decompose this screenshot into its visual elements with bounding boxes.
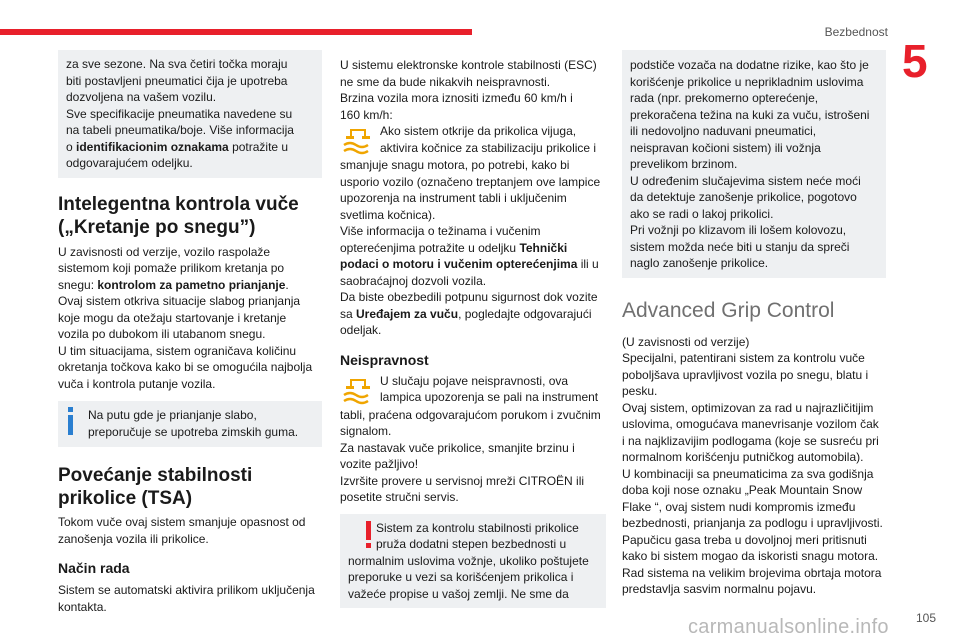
text-line: korišćenje prikolice u neprikladnim uslovima: [630, 74, 864, 89]
text-line: normalnim uslovima vožnje, ukoliko poštujete: [348, 553, 589, 568]
heading-line: prikolice (TSA): [58, 488, 193, 509]
info-note-box: [58, 401, 322, 447]
text-line: i na najklizavijim podlogama (koje se susreću pri: [622, 433, 879, 448]
text-line: vuča i kontrola putanje vozila.: [58, 376, 216, 391]
text-fragment: opterećenjima potražite u odeljku: [340, 240, 520, 255]
bold-reference: Tehnički: [519, 240, 568, 255]
text-line: Više informacija o težinama i vučenim: [340, 224, 541, 238]
text-line: [340, 256, 606, 273]
text-line: poboljšava upravljivost vozila po snegu, blatu i: [622, 367, 869, 382]
text-fragment: , pogledajte odgovarajući: [458, 306, 592, 321]
text-line: Izvršite provere u servisnoj mreži CITROËN ili: [340, 473, 585, 488]
traction-paragraph: [58, 244, 322, 393]
text-line: Ovaj sistem otkriva situacije slabog prianjanja: [58, 294, 301, 308]
text-fragment: potražite u: [228, 139, 289, 154]
text-line: uslovima, omogućava manevrisanje vozilom čak: [622, 417, 879, 431]
text-line: Sistem za kontrolu stabilnosti prikolice: [376, 520, 579, 535]
text-line: Tokom vuče ovaj sistem smanjuje opasnost od: [58, 515, 306, 529]
text-fragment: o: [66, 139, 77, 154]
text-line: Sve specifikacije pneumatika navedene su: [66, 106, 293, 121]
text-line: prevelikom brzinom.: [630, 157, 738, 171]
text-line: odgovarajućem odeljku.: [66, 156, 193, 170]
text-line: Flake “, ovaj sistem nudi kompromis između: [622, 499, 856, 514]
text-line: posetite stručni servis.: [340, 490, 459, 504]
bold-term: kontrolom za pametno prianjanje: [97, 277, 286, 292]
warning-note-continued: [622, 50, 886, 278]
text-line: lampica upozorenja se pali na instrument: [380, 390, 599, 404]
text-line: sistemom koji pomaže prilikom kretanja po: [58, 261, 285, 275]
text-fragment: sa: [340, 306, 357, 321]
chapter-number: 5: [902, 35, 928, 87]
watermark: carmanualsonline.info: [688, 616, 889, 638]
text-line: pruža dodatni stepen bezbednosti u: [376, 537, 567, 551]
text-line: Da biste obezbedili potpunu sigurnost dok vozite: [340, 290, 598, 304]
heading-line: Povećanje stabilnosti: [58, 465, 253, 486]
text-line: podstiče vozača na dodatne rizike, kao što je: [630, 58, 869, 72]
bold-reference: podaci o motoru i vučenim opterećenjima: [340, 257, 578, 271]
text-line: signalom.: [340, 424, 392, 438]
text-line: usporio vozilo (označeno treptanjem ove lampice: [340, 174, 601, 189]
text-line: U kombinaciji sa pneumaticima za sva godišnja: [622, 466, 874, 481]
text-line: na tabeli pneumatika/boje. Više informacija: [66, 123, 294, 137]
heading-tsa: [58, 464, 322, 510]
agc-paragraph: [622, 334, 886, 598]
text-line: svetlima kočnica).: [340, 207, 436, 222]
text-line: Ako sistem otkrije da prikolica vijuga,: [380, 124, 577, 138]
text-line: odeljak.: [340, 323, 382, 337]
text-line: sistem možda neće biti u stanju da spreči: [630, 239, 850, 254]
text-line: U određenim slučajevima sistem neće moći: [630, 173, 861, 188]
text-line: Sistem se automatski aktivira prilikom uključenja: [58, 583, 315, 597]
text-line: kako bi sistem mogao da iskoristi snagu motora.: [622, 549, 879, 563]
text-line: Brzina vozila mora iznositi između 60 km/h i: [340, 91, 573, 105]
text-line: [340, 240, 606, 257]
text-fragment: ili u: [577, 257, 599, 271]
text-line: [340, 306, 606, 323]
warning-note-box: [340, 514, 606, 609]
text-line: biti postavljeni pneumatici čija je upotreba: [66, 73, 288, 88]
section-title: Bezbednost: [824, 25, 888, 39]
text-line: [58, 277, 322, 294]
text-line: Na putu gde je prianjanje slabo,: [88, 408, 257, 422]
column-2: [340, 57, 606, 608]
page-number: 105: [915, 611, 936, 625]
text-line: ako se radi o lakoj prikolici.: [630, 206, 774, 221]
heading-mode: Način rada: [58, 560, 130, 576]
text-line: Za nastavak vuče prikolice, smanjite brzinu i: [340, 440, 575, 455]
text-line: U slučaju pojave neispravnosti, ova: [380, 373, 569, 388]
text-line: ne sme da bude nikakvih neispravnosti.: [340, 74, 551, 89]
text-line: vozila po dubokom ili utabanom snegu.: [58, 327, 266, 341]
text-line: okretanja točkova kako bi se omogućila najbolja: [58, 360, 313, 374]
text-line: Specijalni, patentirani sistem za kontrolu vuče: [622, 351, 865, 365]
text-line: Ovaj sistem, optimizovan za rad u najrazličitijim: [622, 400, 874, 415]
text-line: U sistemu elektronske kontrole stabilnosti (ESC): [340, 58, 597, 72]
text-line: U tim situacijama, sistem ograničava količinu: [58, 343, 297, 358]
fault-warning-block: [340, 373, 606, 407]
text-line: prekoračena težina na kuki za vuču, istrošeni: [630, 107, 870, 122]
text-line: [66, 139, 314, 156]
text-fragment: snegu:: [58, 277, 98, 292]
text-line: Papučicu gasa treba u dovoljnoj meri pritisnuti: [622, 532, 867, 547]
text-line: neispravan kočioni sistem) ili vožnja: [630, 140, 821, 155]
text-line: koje mogu da otežaju startovanje i kretanje: [58, 310, 287, 325]
info-icon: [66, 407, 76, 435]
tsa-warning-block: [340, 123, 606, 157]
text-line: za sve sezone. Na sva četiri točka moraju: [66, 57, 288, 71]
heading-line: („Kretanje po snegu”): [58, 216, 256, 238]
bold-reference: Uređajem za vuču: [356, 306, 459, 321]
column-1: [58, 50, 322, 615]
text-line: normalnom korišćenju putničkog automobila).: [622, 450, 864, 464]
heading-traction: [58, 193, 322, 239]
text-line: 160 km/h:: [340, 107, 393, 122]
text-line: (U zavisnosti od verzije): [622, 334, 750, 349]
heading-advanced-grip-control: Advanced Grip Control: [622, 298, 835, 322]
heading-fault: Neispravnost: [340, 351, 429, 368]
text-line: predstavlja sasvim normalnu pojavu.: [622, 582, 817, 596]
text-line: U zavisnosti od verzije, vozilo raspolaže: [58, 244, 271, 259]
text-line: da detektuje zanošenje prikolice, pogotovo: [630, 190, 857, 204]
text-line: preporuke u vezi sa korišćenjem prikolica i: [348, 570, 574, 584]
text-line: pesku.: [622, 384, 658, 398]
tire-info-box: [58, 50, 322, 178]
text-line: Pri vožnji po klizavom ili lošem kolovozu,: [630, 223, 847, 237]
text-line: upozorenja na instrument tabli i uključenim: [340, 191, 567, 205]
text-line: važeće propise u vašoj zemlji. Ne sme da: [348, 586, 569, 601]
text-line: tabli, praćena odgovarajućom porukom i zvučnim: [340, 407, 601, 422]
warning-exclamation-icon: [364, 521, 374, 549]
text-fragment: .: [285, 277, 289, 292]
text-line: naglo zanošenje prikolice.: [630, 256, 769, 270]
text-line: zanošenja vozila ili prikolice.: [58, 531, 209, 546]
chapter-color-bar: [0, 29, 472, 35]
text-line: rada (npr. prekomerno opterećenje,: [630, 91, 819, 105]
text-line: aktivira kočnice za stabilizaciju prikolice i: [380, 140, 597, 155]
trailer-warning-lamp-icon: [340, 373, 376, 407]
column-3: [622, 50, 886, 598]
bold-reference: identifikacionim oznakama: [76, 139, 229, 154]
trailer-warning-lamp-icon: [340, 123, 376, 157]
text-line: Rad sistema na velikim brojevima obrtaja motora: [622, 565, 882, 580]
text-line: vozite pažljivo!: [340, 457, 419, 471]
text-line: bezbednosti, prianjanja za podlogu i upravljivosti.: [622, 516, 883, 530]
text-line: ili nedovoljno naduvani pneumatici,: [630, 124, 817, 138]
text-line: kontakta.: [58, 599, 107, 614]
text-line: preporučuje se upotreba zimskih guma.: [88, 424, 299, 439]
text-line: smanjuje snagu motora, po potrebi, kako bi: [340, 158, 570, 172]
text-line: dozvoljena na vašem vozilu.: [66, 90, 217, 104]
heading-line: Intelegentna kontrola vuče: [58, 193, 299, 215]
text-line: doba koji nose oznaku „Peak Mountain Snow: [622, 483, 863, 497]
text-line: saobraćajnoj dozvoli vozila.: [340, 273, 487, 288]
